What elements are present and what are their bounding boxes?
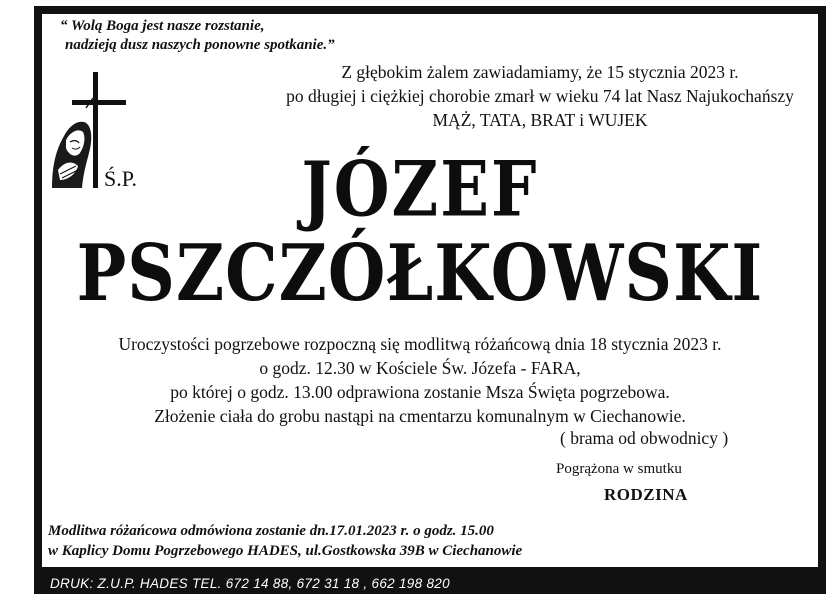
funeral-line-1: Uroczystości pogrzebowe rozpoczną się modlitwą różańcową dnia 18 stycznia 2023 r.	[118, 334, 722, 354]
death-announcement	[260, 60, 820, 132]
funeral-details	[30, 332, 810, 428]
motto-quote	[60, 17, 335, 55]
funeral-line-3: po której o godz. 13.00 odprawiona zostanie Msza Święta pogrzebowa.	[170, 382, 670, 402]
printer-credit: DRUK: Z.U.P. HADES TEL. 672 14 88, 672 31 18 , 662 198 820	[50, 576, 450, 591]
rosary-notice	[48, 521, 522, 561]
deceased-last-name: PSZCZÓŁKOWSKI	[76, 226, 764, 319]
announcement-line-1: Z głębokim żalem zawiadamiamy, że 15 stycznia 2023 r.	[341, 62, 739, 82]
mourners-label: Pogrążona w smutku	[556, 461, 682, 477]
cemetery-gate-note: ( brama od obwodnicy )	[560, 428, 729, 448]
rosary-line-1: Modlitwa różańcowa odmówiona zostanie dn.17.01.2023 r. o godz. 15.00	[48, 523, 494, 539]
sp-abbreviation: Ś.P.	[104, 166, 138, 191]
mourners-family: RODZINA	[604, 485, 688, 504]
motto-line-1: “ Wolą Boga jest nasze rozstanie,	[60, 18, 265, 34]
motto-line-2: nadzieją dusz naszych ponowne spotkanie.”	[65, 37, 335, 53]
announcement-line-3: MĄŻ, TATA, BRAT i WUJEK	[432, 110, 648, 130]
rosary-line-2: w Kaplicy Domu Pogrzebowego HADES, ul.Gostkowska 39B w Ciechanowie	[48, 543, 523, 559]
funeral-line-4: Złożenie ciała do grobu nastąpi na cmentarzu komunalnym w Ciechanowie.	[154, 406, 686, 426]
deceased-first-name: JÓZEF	[301, 146, 539, 235]
funeral-line-2: o godz. 12.30 w Kościele Św. Józefa - FARA,	[259, 358, 581, 378]
announcement-line-2: po długiej i ciężkiej chorobie zmarł w wieku 74 lat Nasz Najukochańszy	[286, 86, 794, 106]
